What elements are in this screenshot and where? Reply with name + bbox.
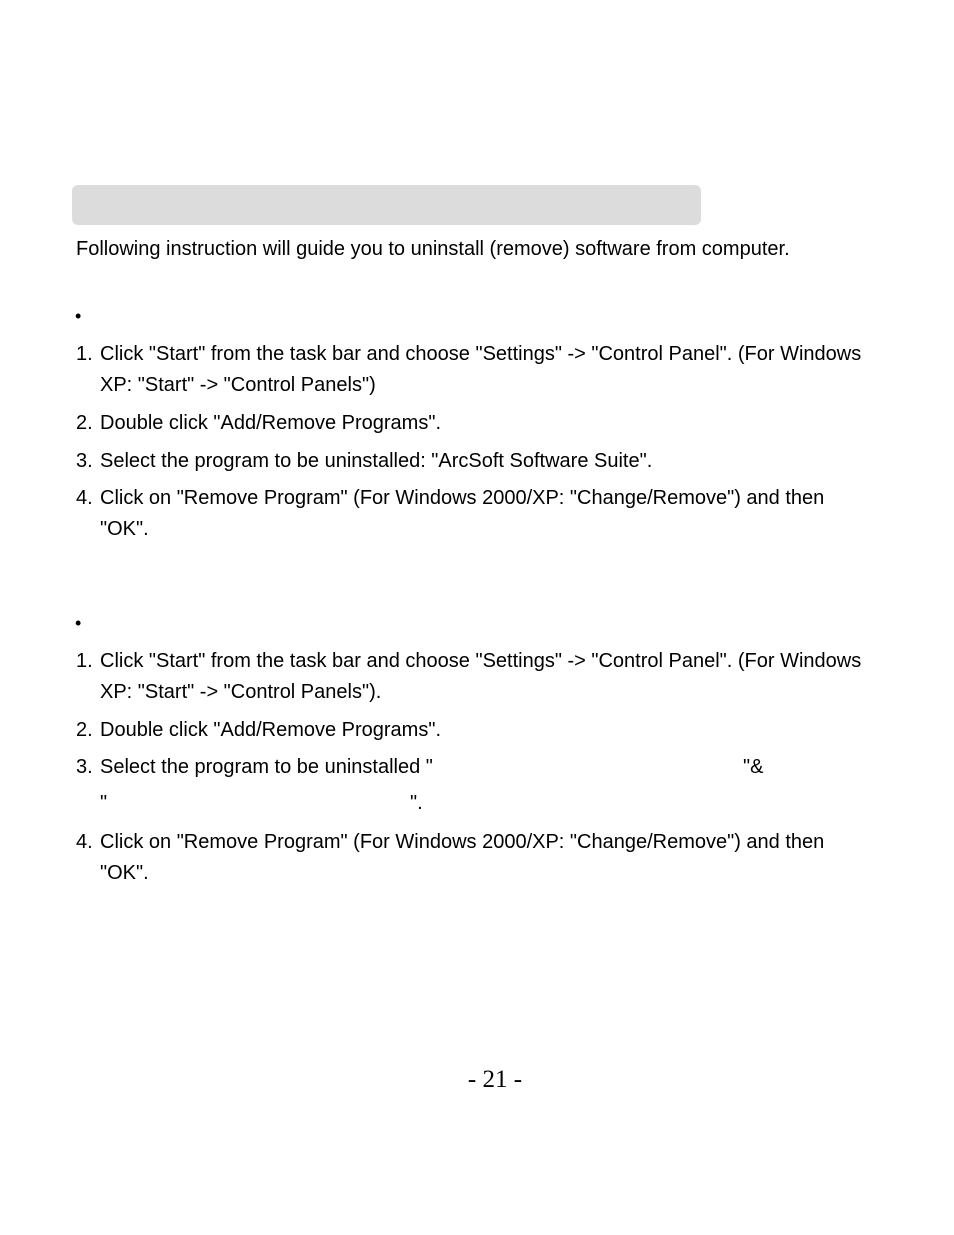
step-text: Select the program to be uninstalled " — [100, 756, 433, 778]
s2-step-3-close-quote: ". — [410, 792, 423, 814]
step-text-continued: XP: "Start" -> "Control Panels") — [100, 374, 376, 396]
step-text: Click "Start" from the task bar and choose "Settings" -> "Control Panel". (For Windows — [100, 650, 862, 672]
step-text: Double click "Add/Remove Programs". — [100, 719, 441, 741]
step-number: 1. — [76, 343, 93, 365]
section-header-bar — [72, 185, 701, 225]
s2-step-1 — [76, 646, 936, 708]
step-text: Double click "Add/Remove Programs". — [100, 412, 441, 434]
step-number: 1. — [76, 650, 93, 672]
step-text: Click "Start" from the task bar and choose "Settings" -> "Control Panel". (For Windows — [100, 343, 862, 365]
s1-step-2 — [76, 408, 936, 439]
step-text: Click on "Remove Program" (For Windows 2000/XP: "Change/Remove") and then — [100, 487, 825, 509]
step-number: 2. — [76, 719, 93, 741]
bullet-1: • — [75, 306, 82, 326]
step-number: 4. — [76, 487, 93, 509]
step-number: 4. — [76, 831, 93, 853]
s1-step-1 — [76, 339, 936, 401]
step-text-continued: "OK". — [100, 518, 149, 540]
step-text-continued: "OK". — [100, 862, 149, 884]
step-text: Click on "Remove Program" (For Windows 2000/XP: "Change/Remove") and then — [100, 831, 825, 853]
step-text-continued: XP: "Start" -> "Control Panels"). — [100, 681, 382, 703]
step-number: 3. — [76, 450, 93, 472]
s2-step-3-open-quote: " — [100, 792, 108, 814]
bullet-2: • — [75, 613, 82, 633]
step-number: 3. — [76, 756, 93, 778]
s2-step-2 — [76, 715, 936, 746]
s2-step-3-amp-fragment: "& — [743, 756, 764, 778]
s1-step-3 — [76, 446, 936, 477]
page-number: - 21 - — [467, 1066, 523, 1093]
s1-step-4 — [76, 483, 936, 545]
step-text: Select the program to be uninstalled: "ArcSoft Software Suite". — [100, 450, 653, 472]
s2-step-3 — [76, 752, 936, 783]
step-number: 2. — [76, 412, 93, 434]
intro-text: Following instruction will guide you to uninstall (remove) software from computer. — [76, 238, 790, 260]
s2-step-4 — [76, 827, 936, 889]
